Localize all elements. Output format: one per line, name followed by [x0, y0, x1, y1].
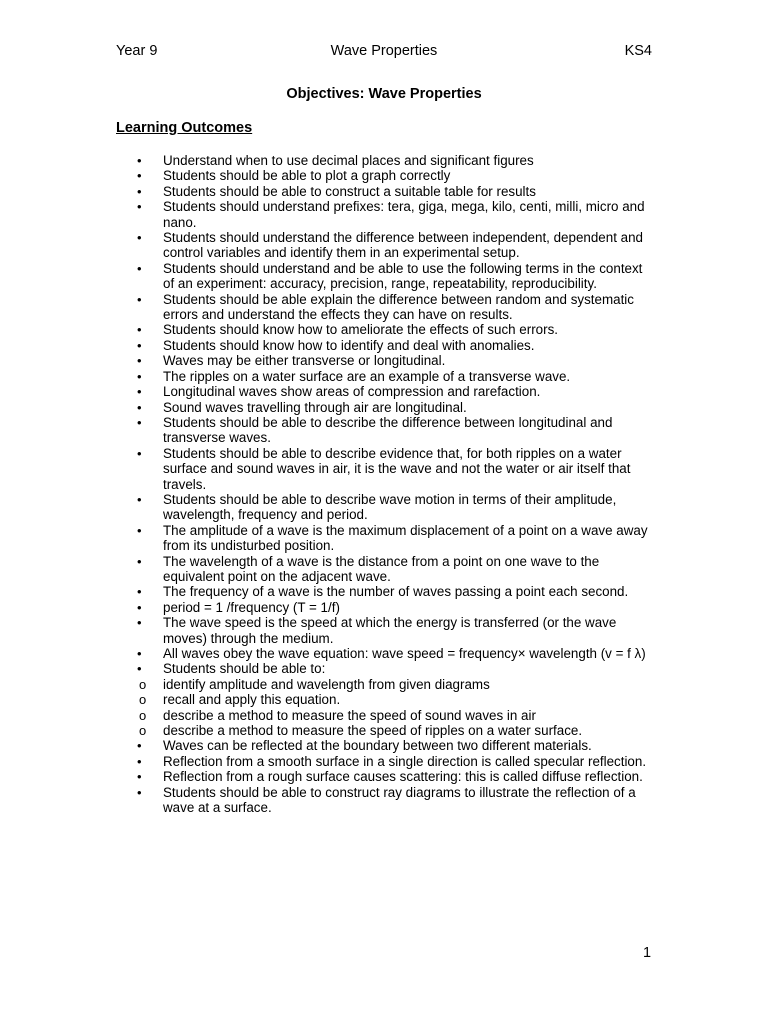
sub-list-item	[116, 692, 656, 707]
bullet-icon: •	[137, 183, 142, 199]
bullet-icon: •	[137, 414, 142, 430]
list-item	[116, 600, 656, 615]
list-item-text: Students should understand and be able to use the following terms in the context of an experiment: accuracy, precision, range, repeatability, reproducibility.	[163, 260, 643, 292]
list-item-text: Waves can be reflected at the boundary between two different materials.	[163, 738, 592, 754]
list-item	[116, 168, 656, 183]
list-item-text: Students should know how to identify and deal with anomalies.	[163, 337, 535, 353]
bullet-icon: •	[137, 168, 142, 184]
bullet-icon: •	[137, 646, 142, 661]
list-item	[116, 400, 656, 415]
list-item-text: Students should be able to describe evidence that, for both ripples on a water surface and sound waves in air, it is the wave and not the water or air itself that travels.	[163, 445, 631, 492]
list-item	[116, 523, 656, 554]
bullet-icon: •	[137, 599, 142, 615]
list-item	[116, 646, 656, 661]
bullet-icon: •	[137, 368, 142, 384]
list-item	[116, 322, 656, 337]
list-item	[116, 446, 656, 492]
list-item-text: Understand when to use decimal places and significant figures	[163, 153, 534, 168]
list-item	[116, 785, 656, 816]
list-item-text: Students should be able to describe wave motion in terms of their amplitude, wavelength, frequency and period.	[163, 491, 617, 523]
bullet-icon: •	[137, 445, 142, 461]
list-item-text: identify amplitude and wavelength from given diagrams	[163, 676, 490, 692]
bullet-icon: •	[137, 522, 142, 538]
sub-list-item	[116, 677, 656, 692]
list-item	[116, 492, 656, 523]
header-year: Year 9	[116, 43, 158, 59]
list-item-text: period = 1 /frequency (T = 1/f)	[163, 599, 340, 615]
list-item-text: describe a method to measure the speed of sound waves in air	[163, 707, 536, 723]
list-item-text: recall and apply this equation.	[163, 692, 341, 708]
bullet-icon: •	[137, 260, 142, 276]
list-item-text: Longitudinal waves show areas of compression and rarefaction.	[163, 384, 541, 400]
learning-outcomes-list	[116, 153, 656, 815]
bullet-icon: o	[139, 676, 147, 692]
bullet-icon: o	[139, 723, 147, 739]
sub-list	[116, 677, 656, 739]
bullet-icon: o	[139, 707, 147, 723]
bullet-icon: •	[137, 784, 142, 800]
list-item	[116, 199, 656, 230]
bullet-icon: •	[137, 291, 142, 307]
list-item-text: The frequency of a wave is the number of waves passing a point each second.	[163, 584, 629, 600]
header-subject: Wave Properties	[330, 43, 438, 59]
bullet-icon: •	[137, 384, 142, 400]
list-item-text: Waves may be either transverse or longitudinal.	[163, 353, 446, 369]
list-item-text: Students should be able to construct a suitable table for results	[163, 183, 536, 199]
list-item	[116, 415, 656, 446]
list-item-text: Students should understand the difference between independent, dependent and control variables and identify them in an experimental setup.	[163, 230, 643, 261]
bullet-icon: •	[137, 230, 142, 246]
bullet-icon: •	[137, 337, 142, 353]
bullet-icon: •	[137, 615, 142, 631]
list-item	[116, 738, 656, 753]
list-item-text: Students should be able to construct ray diagrams to illustrate the reflection of a wave at a surface.	[163, 784, 636, 816]
list-item	[116, 230, 656, 261]
list-item-text: Sound waves travelling through air are longitudinal.	[163, 399, 467, 415]
list-item	[116, 353, 656, 368]
bullet-icon: •	[137, 353, 142, 369]
bullet-icon: •	[137, 753, 142, 769]
list-item-text: Students should know how to ameliorate the effects of such errors.	[163, 322, 558, 338]
bullet-icon: •	[137, 199, 142, 215]
list-item	[116, 615, 656, 646]
bullet-icon: •	[137, 661, 142, 677]
list-item	[116, 292, 656, 323]
bullet-icon: •	[137, 553, 142, 569]
list-item-text: Students should be able to:	[163, 661, 326, 677]
list-item-text: describe a method to measure the speed of ripples on a water surface.	[163, 723, 583, 739]
list-item	[116, 754, 656, 769]
list-item-text: Reflection from a rough surface causes scattering: this is called diffuse reflection.	[163, 769, 643, 785]
bullet-icon: •	[137, 322, 142, 338]
sub-list-item	[116, 723, 656, 738]
sub-list-item	[116, 708, 656, 723]
list-item	[116, 554, 656, 585]
list-item-text: The wave speed is the speed at which the energy is transferred (or the wave moves) through the medium.	[163, 615, 617, 646]
page-number: 1	[643, 945, 652, 961]
list-item	[116, 338, 656, 353]
bullet-icon: •	[137, 738, 142, 754]
bullet-icon: •	[137, 584, 142, 600]
list-item	[116, 769, 656, 784]
list-item	[116, 384, 656, 399]
list-item	[116, 661, 656, 738]
list-item	[116, 184, 656, 199]
list-item-text: The ripples on a water surface are an example of a transverse wave.	[163, 368, 571, 384]
list-item-text: All waves obey the wave equation: wave speed = frequency× wavelength (v = f λ)	[163, 646, 646, 661]
page-title: Objectives: Wave Properties	[286, 86, 482, 102]
list-item-text: The wavelength of a wave is the distance from a point on one wave to the equivalent point on the adjacent wave.	[163, 553, 600, 584]
list-item	[116, 261, 656, 292]
bullet-icon: •	[137, 153, 142, 168]
bullet-icon: •	[137, 769, 142, 785]
bullet-icon: •	[137, 491, 142, 507]
list-item-text: Students should be able to plot a graph correctly	[163, 168, 451, 184]
bullet-icon: •	[137, 399, 142, 415]
list-item	[116, 153, 656, 168]
list-item	[116, 369, 656, 384]
list-item-text: Reflection from a smooth surface in a single direction is called specular reflection.	[163, 753, 647, 769]
list-item-text: Students should understand prefixes: tera, giga, mega, kilo, centi, milli, micro and nano.	[163, 199, 645, 230]
list-item-text: Students should be able to describe the difference between longitudinal and transverse waves.	[163, 414, 613, 446]
list-item	[116, 584, 656, 599]
page-header	[116, 43, 652, 63]
list-item-text: Students should be able explain the difference between random and systematic errors and understand the effects they can have on results.	[163, 291, 634, 323]
header-stage: KS4	[624, 43, 652, 59]
list-item-text: The amplitude of a wave is the maximum displacement of a point on a wave away from its undisturbed position.	[163, 522, 648, 554]
section-heading: Learning Outcomes	[116, 120, 253, 136]
bullet-icon: o	[139, 692, 147, 708]
